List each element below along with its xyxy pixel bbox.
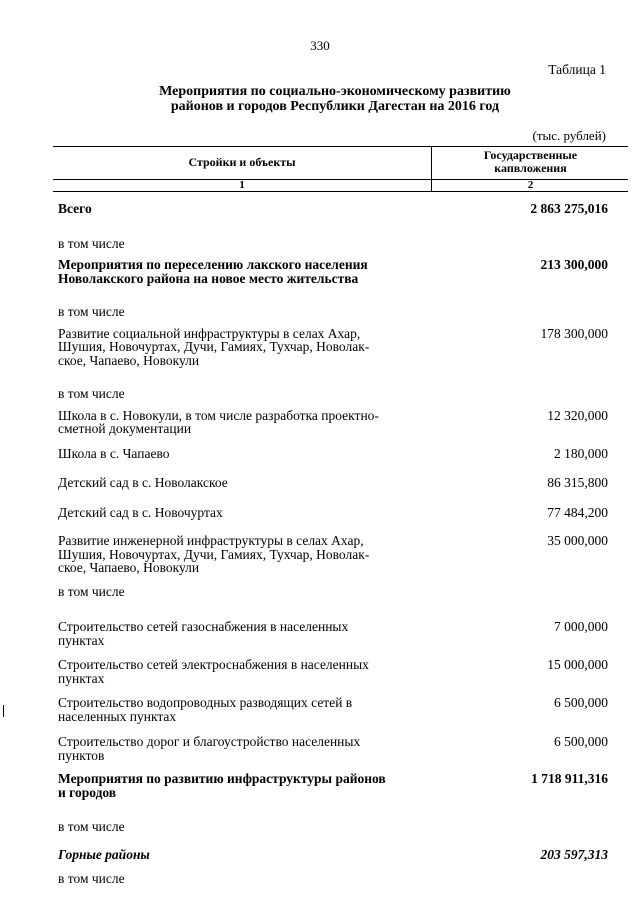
row-label-line: в том числе [58,304,125,319]
title-line-2: районов и городов Республики Дагестан на 2016 год [170,99,500,114]
row-label-line: пунктах [58,632,105,648]
table-row [53,534,628,575]
column-number-row [53,180,628,192]
row-value: 2 863 275,016 [530,201,608,216]
table-row [53,735,628,762]
row-label-line: сметной документации [58,421,192,436]
row-label [58,872,418,886]
row-value: 7 000,000 [554,619,608,634]
row-label [58,409,418,436]
table-row [53,387,628,401]
column-divider [431,180,432,191]
table-row [53,772,628,799]
row-value: 1 718 911,316 [531,771,608,786]
row-label [58,476,418,490]
row-label-line: Строительство сетей газоснабжения в населенных [58,619,349,634]
row-label [58,447,418,461]
investment-table [53,146,628,886]
row-label-line: Мероприятия по развитию инфраструктуры районов [58,771,386,786]
row-label-line: Всего [58,201,92,216]
row-label-line: Строительство дорог и благоустройство населенных [58,734,361,749]
table-body [53,202,628,886]
row-label-line: в том числе [58,871,125,886]
table-row [53,202,628,216]
table-header [53,146,628,180]
column-header-investments-line-1: Государственные [483,148,578,162]
column-number-2: 2 [527,179,534,191]
row-label [58,658,418,685]
row-label-line: Детский сад в с. Новочуртах [58,504,223,520]
row-label-line: пунктах [58,670,105,686]
row-label [58,820,418,834]
row-label [58,772,418,799]
column-header-investments [433,149,628,175]
row-label [58,506,418,520]
table-row [53,658,628,685]
table-row [53,237,628,251]
row-label-line: Мероприятия по переселению лакского населения [58,257,368,272]
page-number: 330 [310,38,330,53]
row-label-line: Развитие социальной инфраструктуры в селах Ахар, [58,325,361,341]
row-value: 86 315,800 [547,475,608,490]
table-row [53,820,628,834]
row-value: 2 180,000 [554,445,608,461]
row-label-line: в том числе [58,583,125,599]
row-value: 6 500,000 [554,695,608,710]
table-row [53,585,628,599]
row-label-line: Школа в с. Новокули, в том числе разработка проектно- [58,407,379,423]
row-value: 77 484,200 [547,504,608,520]
row-label-line: в том числе [58,819,125,834]
table-row [53,696,628,723]
row-label-line: и городов [58,784,117,800]
row-label [58,327,418,368]
row-label-line: ское, Чапаево, Новокули [58,560,200,575]
row-label-line: Шушия, Новочуртах, Дучи, Гамиях, Тухчар, Новолак- [58,339,370,354]
column-header-investments-line-2: капвложения [494,161,567,175]
row-value: 12 320,000 [547,407,608,423]
row-label-line: Строительство сетей электроснабжения в населенных [58,657,369,672]
title-line-1: Мероприятия по социально-экономическому развитию [159,84,511,99]
column-number-1: 1 [239,179,245,191]
row-value: 6 500,000 [554,734,608,749]
row-label-line: ское, Чапаево, Новокули [58,352,200,368]
row-label [58,202,418,216]
row-value: 15 000,000 [547,657,608,672]
table-row [53,848,628,862]
table-row [53,305,628,319]
row-label [58,534,418,575]
row-label [58,620,418,647]
row-value: 213 300,000 [540,257,608,272]
row-label-line: Новолакского района на новое место жительства [58,270,359,286]
page-title [0,84,640,114]
table-row [53,327,628,368]
row-value: 178 300,000 [540,325,608,341]
table-row [53,447,628,461]
row-label [58,258,418,285]
row-label [58,237,418,251]
row-label [58,585,418,599]
row-label-line: Школа в с. Чапаево [58,445,170,461]
table-label: Таблица 1 [548,62,606,77]
margin-mark [3,705,4,717]
row-label-line: Детский сад в с. Новолакское [58,475,228,490]
table-row [53,409,628,436]
row-label-line: Шушия, Новочуртах, Дучи, Гамиях, Тухчар, Новолак- [58,546,370,562]
table-row [53,872,628,886]
row-label [58,696,418,723]
column-divider [431,147,432,179]
row-value: 35 000,000 [547,533,608,548]
row-label-line: в том числе [58,386,125,401]
row-label [58,387,418,401]
table-row [53,620,628,647]
table-row [53,258,628,285]
column-header-objects: Стройки и объекты [188,155,296,169]
table-row [53,476,628,490]
row-label [58,735,418,762]
row-label [58,305,418,319]
row-label-line: Развитие инженерной инфраструктуры в селах Ахар, [58,533,364,548]
row-value: 203 597,313 [540,846,608,862]
row-label-line: населенных пунктах [58,708,177,724]
row-label-line: Горные районы [58,846,150,862]
row-label-line: пунктов [58,747,105,763]
units-label: (тыс. рублей) [532,128,606,143]
row-label-line: Строительство водопроводных разводящих сетей в [58,695,353,710]
table-row [53,506,628,520]
row-label [58,848,418,862]
row-label-line: в том числе [58,235,125,251]
